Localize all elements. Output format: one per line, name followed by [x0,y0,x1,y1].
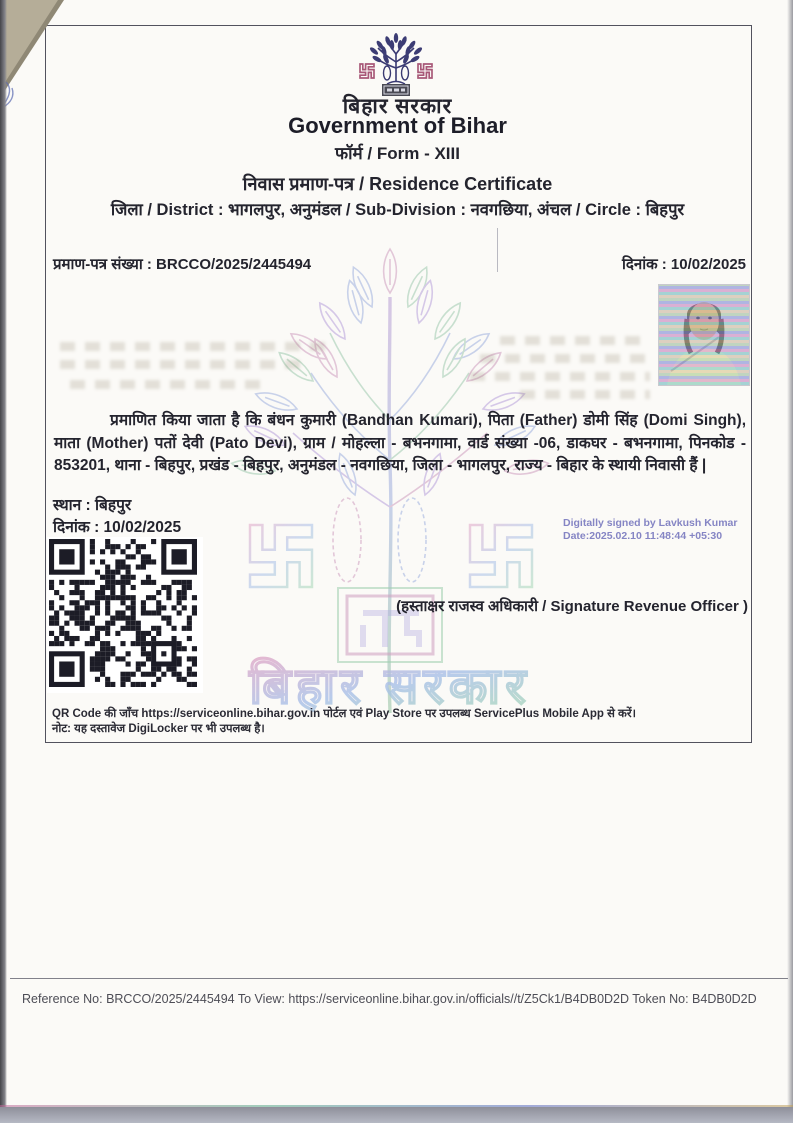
digital-signature-block [563,517,758,543]
scan-edge-right [787,0,793,1123]
header-title-hindi: बिहार सरकार [342,95,453,118]
emblem-swastika-right [418,64,432,78]
scan-edge-bottom [0,1107,793,1123]
header-title-english: Government of Bihar [288,113,507,138]
certificate-date: दिनांक : 10/02/2025 [622,256,746,273]
issue-place: स्थान : बिहपुर [53,497,132,514]
emblem-swastika-left [360,64,374,78]
applicant-photo [658,284,750,386]
qr-note-block [52,707,636,737]
certificate-body-text: प्रमाणित किया जाता है कि बंधन कुमारी (Bandhan Kumari), पिता (Father) डोमी सिंह (Domi Singh), माता (Mother) पतों देवी (Pato Devi), ग्राम / मोहल्ला - बभनगामा, वार्ड संख्या -06, डाकघर - बभनगामा, पिनकोड - 853201, थाना - बिहपुर, प्रखंड - बिहपुर, अनुमंडल - नवगछिया, जिला - भागलपुर, राज्य - बिहार के स्थायी निवासी हैं | [54,412,746,474]
qr-note-line1: QR Code की जाँच https://serviceonline.bihar.gov.in पोर्टल एवं Play Store पर उपलब्ध ServicePlus Mobile App से करें। [52,708,636,720]
scan-stripe-artifact [659,285,749,385]
scan-edge-left [0,0,7,1123]
issue-date: दिनांक : 10/02/2025 [53,519,182,536]
watermark-text: बिहार सरकार [249,658,531,714]
digital-signature-line2: Date:2025.02.10 11:48:44 +05:30 [563,530,723,542]
qr-code [49,539,197,687]
certificate-number: प्रमाण-पत्र संख्या : BRCCO/2025/2445494 [53,256,312,273]
signature-officer-caption: (हस्ताक्षर राजस्व अधिकारी / Signature Revenue Officer ) [396,598,748,615]
qr-note-line2: नोट: यह दस्तावेज DigiLocker पर भी उपलब्ध है। [52,723,265,735]
emblem-bead-left [384,66,391,80]
footer-reference-line: Reference No: BRCCO/2025/2445494 To View: https://serviceonline.bihar.gov.in/officials//t/Z5Ck1/B4DB0D2D Token No: B4DB0D2D [22,992,757,1006]
document-title: निवास प्रमाण-पत्र / Residence Certificate [242,174,553,194]
digital-signature-line1: Digitally signed by Lavkush Kumar [563,517,738,529]
emblem-bead-right [402,66,409,80]
form-number-line: फॉर्म / Form - XIII [335,144,460,163]
meta-row [53,254,746,274]
footer-divider [10,978,788,979]
qr-code-container [47,537,203,693]
district-line: जिला / District : भागलपुर, अनुमंडल / Sub-Division : नवगछिया, अंचल / Circle : बिहपुर [110,201,685,219]
